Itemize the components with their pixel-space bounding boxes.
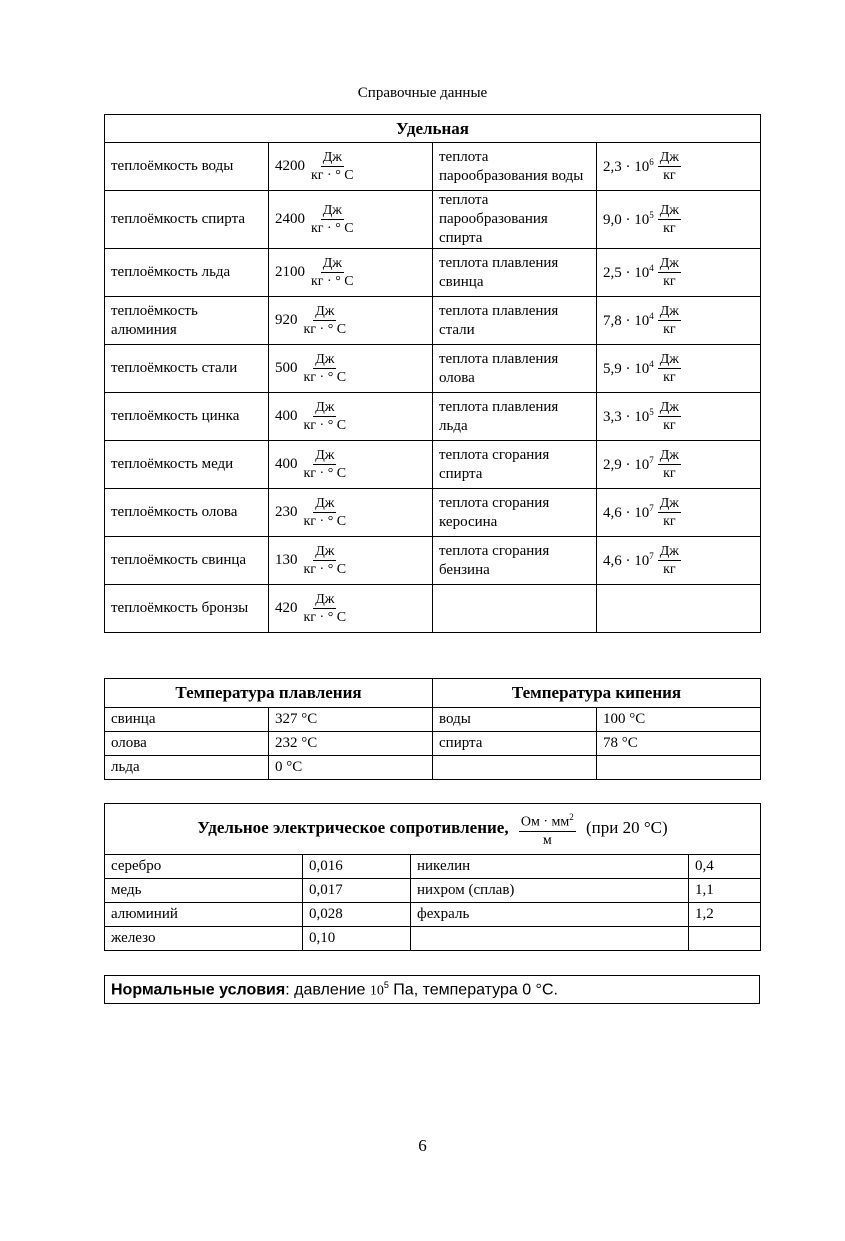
right-value-cell	[597, 537, 761, 585]
right-unit-num: Дж	[659, 400, 679, 415]
left-unit-num: Дж	[315, 496, 335, 511]
left-number: 2100	[275, 264, 305, 280]
material-value: 0,017	[303, 879, 411, 903]
table-row	[105, 927, 761, 951]
left-unit-num: Дж	[315, 400, 335, 415]
table-row	[105, 143, 761, 191]
left-value-cell	[269, 143, 433, 191]
left-value-cell	[269, 191, 433, 249]
boil-name: спирта	[433, 732, 597, 756]
right-mantissa: 2,3 · 10	[603, 159, 650, 175]
right-value	[603, 399, 681, 434]
left-unit-num: Дж	[315, 304, 335, 319]
left-unit-num: Дж	[322, 256, 342, 271]
left-number: 130	[275, 552, 298, 568]
left-unit	[302, 399, 349, 434]
right-exp: 4	[649, 263, 654, 273]
right-label: теплота сгорания бензина	[433, 537, 597, 585]
right-unit-den: кг	[663, 466, 676, 481]
left-unit-den: кг · ° С	[303, 562, 347, 577]
right-number	[603, 210, 654, 229]
right-unit	[658, 149, 681, 184]
left-value	[275, 447, 348, 482]
right-mantissa: 7,8 · 10	[603, 313, 650, 329]
left-label: теплоёмкость цинка	[105, 393, 269, 441]
right-exp: 5	[649, 210, 654, 220]
left-value-cell	[269, 297, 433, 345]
right-exp: 7	[649, 551, 654, 561]
right-number	[603, 263, 654, 282]
table-row	[105, 489, 761, 537]
normal-conditions-base: 10	[369, 983, 384, 999]
left-label: теплоёмкость меди	[105, 441, 269, 489]
resistivity-unit-den: м	[542, 833, 552, 849]
left-unit	[309, 202, 356, 237]
right-value	[603, 149, 681, 184]
left-unit-den: кг · ° С	[303, 466, 347, 481]
right-unit-den: кг	[663, 562, 676, 577]
boil-value: 100 °С	[597, 708, 761, 732]
left-unit	[302, 591, 349, 626]
resistivity-table	[104, 803, 761, 951]
left-unit-num: Дж	[315, 592, 335, 607]
right-number	[603, 157, 654, 176]
right-number	[603, 503, 654, 522]
left-label: теплоёмкость спирта	[105, 191, 269, 249]
right-value-cell	[597, 143, 761, 191]
left-value	[275, 591, 348, 626]
table-row	[105, 756, 761, 780]
left-number: 4200	[275, 158, 305, 174]
specific-quantities-table	[104, 114, 761, 633]
left-number: 400	[275, 456, 298, 472]
right-exp: 7	[649, 455, 654, 465]
right-value-cell	[597, 585, 761, 633]
left-unit-den: кг · ° С	[311, 274, 354, 289]
right-unit	[658, 255, 681, 290]
melt-value: 0 °С	[269, 756, 433, 780]
left-unit-den: кг · ° С	[303, 610, 347, 625]
right-label	[433, 585, 597, 633]
right-number	[603, 455, 654, 474]
material-name: фехраль	[411, 903, 689, 927]
left-unit	[302, 351, 349, 386]
left-value	[275, 255, 356, 290]
table-row	[105, 855, 761, 879]
specific-header: Удельная	[105, 115, 761, 143]
left-unit-den: кг · ° С	[303, 322, 347, 337]
resistivity-title: Удельное электрическое сопротивление,	[197, 817, 509, 837]
material-name: железо	[105, 927, 303, 951]
left-label: теплоёмкость свинца	[105, 537, 269, 585]
normal-conditions	[105, 976, 760, 1004]
right-unit-num: Дж	[659, 304, 679, 319]
material-value: 1,2	[689, 903, 761, 927]
table-row	[105, 441, 761, 489]
left-unit-den: кг · ° С	[311, 168, 354, 183]
normal-conditions-text-after: Па, температура 0 °С.	[388, 981, 558, 999]
resistivity-header	[105, 804, 761, 855]
right-mantissa: 4,6 · 10	[603, 553, 650, 569]
left-value	[275, 399, 348, 434]
right-value	[603, 447, 681, 482]
material-name: нихром (сплав)	[411, 879, 689, 903]
right-unit	[658, 447, 681, 482]
left-value	[275, 495, 348, 530]
right-value-cell	[597, 393, 761, 441]
table-row	[105, 393, 761, 441]
material-name	[411, 927, 689, 951]
left-value-cell	[269, 249, 433, 297]
right-unit-num: Дж	[659, 496, 679, 511]
right-number	[603, 551, 654, 570]
right-exp: 5	[649, 407, 654, 417]
right-number	[603, 359, 654, 378]
right-unit-den: кг	[663, 274, 676, 289]
normal-conditions-text-before: : давление	[285, 981, 370, 999]
right-unit	[658, 202, 681, 237]
right-unit-den: кг	[663, 514, 676, 529]
right-value-cell	[597, 489, 761, 537]
left-number: 420	[275, 600, 298, 616]
left-unit	[302, 495, 349, 530]
right-value-cell	[597, 191, 761, 249]
temperature-table	[104, 678, 761, 780]
right-unit-num: Дж	[659, 150, 679, 165]
table-row	[105, 708, 761, 732]
boiling-header: Температура кипения	[433, 679, 761, 708]
left-label: теплоёмкость стали	[105, 345, 269, 393]
left-value	[275, 303, 348, 338]
right-unit	[658, 495, 681, 530]
table-row	[105, 297, 761, 345]
left-value	[275, 543, 348, 578]
right-exp: 4	[649, 311, 654, 321]
right-number	[603, 311, 654, 330]
melt-name: свинца	[105, 708, 269, 732]
right-value	[603, 543, 681, 578]
right-label: теплота сгорания спирта	[433, 441, 597, 489]
right-label: теплота плавления олова	[433, 345, 597, 393]
right-label: теплота парообразования воды	[433, 143, 597, 191]
left-value-cell	[269, 537, 433, 585]
right-mantissa: 2,5 · 10	[603, 265, 650, 281]
right-mantissa: 5,9 · 10	[603, 361, 650, 377]
right-exp: 7	[649, 503, 654, 513]
right-value	[603, 351, 681, 386]
material-name: никелин	[411, 855, 689, 879]
right-unit-den: кг	[663, 221, 676, 236]
left-unit-den: кг · ° С	[303, 418, 347, 433]
normal-conditions-table	[104, 975, 760, 1004]
right-mantissa: 9,0 · 10	[603, 212, 650, 228]
right-unit-num: Дж	[659, 203, 679, 218]
material-value: 0,10	[303, 927, 411, 951]
resistivity-unit	[519, 808, 576, 851]
right-exp: 6	[649, 157, 654, 167]
left-label: теплоёмкость льда	[105, 249, 269, 297]
resistivity-condition: (при 20 °С)	[585, 817, 668, 837]
right-unit-den: кг	[663, 370, 676, 385]
melt-value: 327 °С	[269, 708, 433, 732]
right-label: теплота сгорания керосина	[433, 489, 597, 537]
left-unit-den: кг · ° С	[303, 514, 347, 529]
table-row	[105, 191, 761, 249]
right-unit-den: кг	[663, 168, 676, 183]
melt-value: 232 °С	[269, 732, 433, 756]
right-unit-num: Дж	[659, 256, 679, 271]
right-unit	[658, 303, 681, 338]
table-row	[105, 537, 761, 585]
right-mantissa: 3,3 · 10	[603, 409, 650, 425]
left-label: теплоёмкость олова	[105, 489, 269, 537]
material-name: медь	[105, 879, 303, 903]
table-row	[105, 903, 761, 927]
left-unit	[302, 543, 349, 578]
table-row	[105, 345, 761, 393]
right-unit-num: Дж	[659, 352, 679, 367]
left-unit-num: Дж	[322, 150, 342, 165]
left-unit-den: кг · ° С	[303, 370, 347, 385]
left-label: теплоёмкость воды	[105, 143, 269, 191]
melt-name: льда	[105, 756, 269, 780]
right-value	[603, 202, 681, 237]
right-value	[603, 255, 681, 290]
boil-name	[433, 756, 597, 780]
right-unit	[658, 351, 681, 386]
page-title: Справочные данные	[357, 85, 488, 101]
left-value	[275, 202, 356, 237]
right-unit	[658, 399, 681, 434]
left-number: 230	[275, 504, 298, 520]
material-value: 1,1	[689, 879, 761, 903]
resistivity-unit-exp: 2	[569, 811, 574, 822]
right-label: теплота парообразования спирта	[433, 191, 597, 249]
right-value	[603, 303, 681, 338]
normal-conditions-label: Нормальные условия	[111, 981, 286, 999]
boil-name: воды	[433, 708, 597, 732]
left-unit	[302, 303, 349, 338]
right-exp: 4	[649, 359, 654, 369]
left-unit	[302, 447, 349, 482]
normal-conditions-exp: 5	[383, 979, 389, 990]
left-label: теплоёмкость алюминия	[105, 297, 269, 345]
left-value-cell	[269, 585, 433, 633]
left-value	[275, 351, 348, 386]
right-unit	[658, 543, 681, 578]
left-unit-num: Дж	[315, 448, 335, 463]
left-unit-den: кг · ° С	[311, 221, 354, 236]
material-value: 0,028	[303, 903, 411, 927]
resistivity-unit-num: Ом · мм	[520, 814, 570, 830]
left-number: 920	[275, 312, 298, 328]
table-row	[105, 879, 761, 903]
right-value-cell	[597, 249, 761, 297]
material-name: алюминий	[105, 903, 303, 927]
left-unit-num: Дж	[315, 352, 335, 367]
right-unit-den: кг	[663, 418, 676, 433]
right-label: теплота плавления свинца	[433, 249, 597, 297]
right-mantissa: 2,9 · 10	[603, 457, 650, 473]
table-row	[105, 732, 761, 756]
right-value-cell	[597, 345, 761, 393]
material-value: 0,4	[689, 855, 761, 879]
left-number: 500	[275, 360, 298, 376]
material-value	[689, 927, 761, 951]
left-unit-num: Дж	[315, 544, 335, 559]
right-number	[603, 407, 654, 426]
left-value-cell	[269, 345, 433, 393]
page-number: 6	[418, 1136, 427, 1155]
left-unit-num: Дж	[322, 203, 342, 218]
left-number: 400	[275, 408, 298, 424]
right-value	[603, 495, 681, 530]
right-label: теплота плавления стали	[433, 297, 597, 345]
right-mantissa: 4,6 · 10	[603, 505, 650, 521]
left-unit	[309, 149, 356, 184]
material-value: 0,016	[303, 855, 411, 879]
boil-value: 78 °С	[597, 732, 761, 756]
left-value-cell	[269, 489, 433, 537]
right-unit-den: кг	[663, 322, 676, 337]
table-row	[105, 249, 761, 297]
right-value-cell	[597, 441, 761, 489]
right-label: теплота плавления льда	[433, 393, 597, 441]
right-value-cell	[597, 297, 761, 345]
melt-name: олова	[105, 732, 269, 756]
left-value-cell	[269, 441, 433, 489]
right-unit-num: Дж	[659, 448, 679, 463]
melting-header: Температура плавления	[105, 679, 433, 708]
left-value	[275, 149, 356, 184]
left-unit	[309, 255, 356, 290]
left-number: 2400	[275, 211, 305, 227]
left-label: теплоёмкость бронзы	[105, 585, 269, 633]
material-name: серебро	[105, 855, 303, 879]
boil-value	[597, 756, 761, 780]
right-unit-num: Дж	[659, 544, 679, 559]
left-value-cell	[269, 393, 433, 441]
table-row	[105, 585, 761, 633]
